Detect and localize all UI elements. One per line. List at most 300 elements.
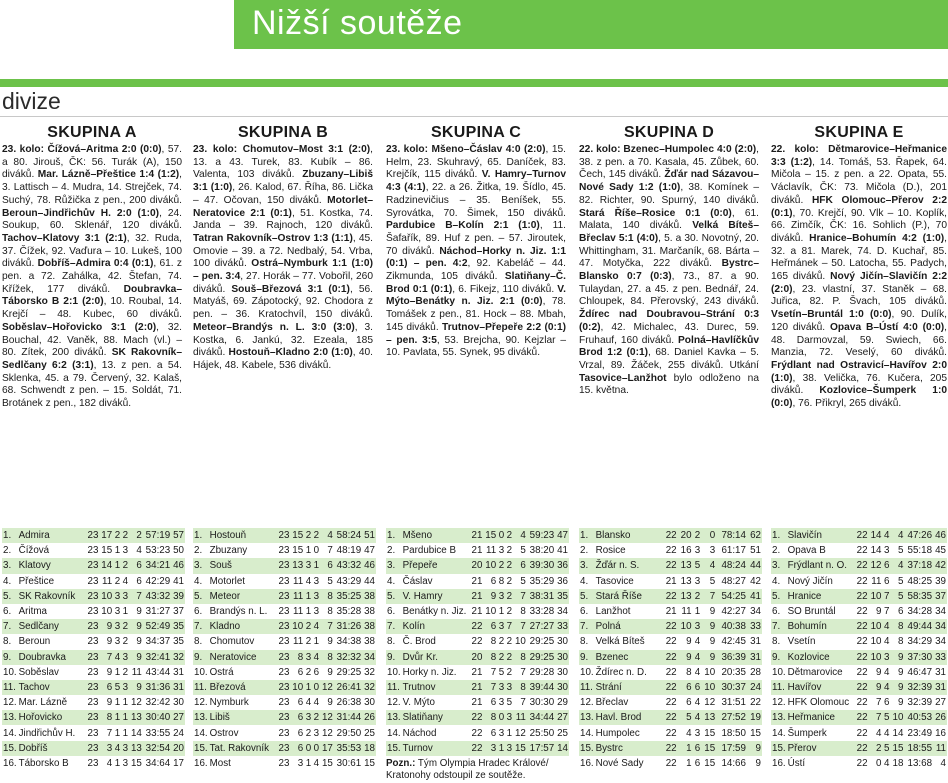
stat-cell: 2 <box>498 636 505 648</box>
stat-cell: 0 <box>312 680 320 695</box>
stat-cell: 17 <box>99 528 113 543</box>
stat-cell: 4 <box>686 727 692 739</box>
stat-cell: 38 <box>364 606 375 618</box>
stat-cell: 1 <box>114 545 121 557</box>
team-cell: Souš <box>209 558 277 573</box>
stat-cell: 6 <box>297 666 304 678</box>
stat-cell: 24 <box>747 680 762 695</box>
team-cell: Šumperk <box>787 727 827 739</box>
stat-cell: 32:39 <box>907 697 933 709</box>
team-cell: Dobříš <box>18 741 86 756</box>
stat-cell: 38:20 <box>529 545 555 557</box>
stat-cell: 5 <box>897 545 904 557</box>
stat-cell: 31:36 <box>143 680 171 695</box>
stat-cell: 55:18 <box>907 545 933 557</box>
table-row <box>2 619 185 634</box>
rank-cell: 15. <box>579 741 595 756</box>
stat-cell: 5 <box>709 575 716 587</box>
stat-cell: 10 <box>870 636 882 648</box>
stat-cell: 34:44 <box>527 710 555 725</box>
stat-cell: 3 <box>304 558 312 573</box>
table-row <box>579 574 762 589</box>
stat-cell: 25 <box>364 727 375 739</box>
team-cell: Opava B <box>787 545 826 557</box>
stat-cell: 23 <box>87 757 99 769</box>
stat-cell: 0 <box>497 710 505 725</box>
stat-cell: 9 <box>106 636 113 648</box>
stat-cell: 3 <box>505 680 513 695</box>
rank-cell: 10. <box>772 666 786 678</box>
stat-cell: 5 <box>882 710 890 725</box>
stat-cell: 30:61 <box>336 757 362 769</box>
stat-cell: 13 <box>701 710 716 725</box>
stat-cell: 39:30 <box>527 558 555 573</box>
team-cell: Kozlovice <box>787 650 855 665</box>
stat-cell: 9 <box>709 636 716 648</box>
table-row <box>2 695 185 710</box>
rank-cell: 13. <box>579 710 595 725</box>
stat-cell: 11 <box>513 710 527 725</box>
stat-cell: 23 <box>277 558 291 573</box>
stat-cell: 7 <box>513 619 527 634</box>
team-cell: Slatiňany <box>402 710 470 725</box>
stat-cell: 35:28 <box>336 606 362 618</box>
stat-cell: 22 <box>855 589 869 604</box>
team-cell: Březová <box>209 680 277 695</box>
stat-cell: 34 <box>362 650 376 665</box>
stat-cell: 23 <box>277 741 291 756</box>
stat-cell: 3 <box>505 710 513 725</box>
stat-cell: 31 <box>747 650 762 665</box>
stat-cell: 10 <box>101 606 113 618</box>
stat-cell: 40:53 <box>904 710 933 725</box>
stat-cell: 10 <box>99 589 113 604</box>
stat-cell: 37 <box>933 589 947 604</box>
stat-cell: 2 <box>505 589 513 604</box>
rank-cell: 5. <box>771 589 787 604</box>
stat-cell: 42:45 <box>721 636 746 648</box>
team-cell: Dvůr Kr. <box>402 650 470 665</box>
team-cell: Přepeře <box>402 558 470 573</box>
team-cell: Přerov <box>787 741 855 756</box>
stat-cell: 4 <box>513 528 527 543</box>
rank-cell: 9. <box>579 650 595 665</box>
table-row <box>386 680 569 695</box>
table-row <box>771 589 947 604</box>
stat-cell: 6 <box>897 606 904 618</box>
stat-cell: 2 <box>505 650 513 665</box>
stat-cell: 6 <box>313 666 320 678</box>
stat-cell: 13 <box>678 558 693 573</box>
stat-cell: 3 <box>497 680 505 695</box>
stat-cell: 1 <box>305 606 312 618</box>
team-cell: Turnov <box>402 741 470 756</box>
table-row <box>2 634 185 649</box>
table-row <box>2 725 185 740</box>
stat-cell: 20 <box>470 558 484 573</box>
stat-cell: 3 <box>498 545 505 557</box>
stat-cell: 27 <box>555 710 569 725</box>
stat-cell: 9 <box>678 650 693 665</box>
stat-cell: 23 <box>277 589 291 604</box>
team-cell: V. Mýto <box>402 697 435 709</box>
stat-cell: 23 <box>86 741 100 756</box>
team-cell: SK Rakovník <box>18 589 86 604</box>
stat-cell: 23 <box>87 606 99 618</box>
stat-cell: 39 <box>171 589 185 604</box>
stat-cell: 3 <box>312 589 320 604</box>
stat-cell: 29:50 <box>336 727 362 739</box>
rank-cell: 15. <box>771 741 787 756</box>
stat-cell: 16 <box>935 727 946 739</box>
table-row <box>579 558 762 573</box>
table-row <box>579 528 762 543</box>
stat-cell: 2 <box>693 528 702 543</box>
stat-cell: 38 <box>362 619 376 634</box>
stat-cell: 22 <box>470 619 484 634</box>
section-divider <box>0 116 948 117</box>
stat-cell: 6 <box>513 558 527 573</box>
stat-cell: 33:28 <box>529 606 555 618</box>
stat-cell: 9 <box>747 741 762 756</box>
stat-cell: 6 <box>678 680 693 695</box>
stat-cell: 22 <box>665 757 677 769</box>
table-row <box>386 741 569 756</box>
stat-cell: 29 <box>557 697 568 709</box>
team-cell: Soběslav <box>18 666 59 678</box>
stat-cell: 21 <box>665 606 677 618</box>
group-heading: SKUPINA E <box>814 124 904 141</box>
stat-cell: 2 <box>122 636 129 648</box>
stat-cell: 2 <box>122 666 129 678</box>
stat-cell: 11 <box>293 606 304 618</box>
stat-cell: 8 <box>520 606 526 618</box>
stat-cell: 25 <box>557 727 568 739</box>
stat-cell: 7 <box>701 589 716 604</box>
team-cell: Tachov <box>18 680 86 695</box>
stat-cell: 2 <box>114 575 121 587</box>
stat-cell: 1 <box>694 606 701 618</box>
stat-cell: 22 <box>856 606 868 618</box>
stat-cell: 18 <box>892 757 904 769</box>
team-cell: Nový Jičín <box>787 575 833 587</box>
stat-cell: 4 <box>940 757 946 769</box>
table-row <box>193 665 376 680</box>
stat-cell: 23 <box>278 697 290 709</box>
stat-cell: 0 <box>304 741 312 756</box>
table-row <box>579 634 762 649</box>
stat-cell: 36:39 <box>716 650 747 665</box>
stat-cell: 7 <box>520 697 526 709</box>
group-b-report <box>193 124 373 373</box>
group-c-standings <box>386 528 569 783</box>
stat-cell: 9 <box>891 680 905 695</box>
stat-cell: 31:51 <box>721 697 746 709</box>
stat-cell: 20 <box>171 741 185 756</box>
stat-cell: 12 <box>130 697 142 709</box>
stat-cell: 47 <box>364 545 375 557</box>
team-cell: Kolín <box>402 619 470 634</box>
stat-cell: 7 <box>882 589 890 604</box>
team-cell: Trutnov <box>402 680 470 695</box>
stat-cell: 38:31 <box>527 589 555 604</box>
team-cell: Ostrov <box>209 727 239 739</box>
stat-cell: 2 <box>304 619 312 634</box>
stat-cell: 8 <box>290 650 304 665</box>
stat-cell: 27 <box>171 710 185 725</box>
stat-cell: 3 <box>694 545 701 557</box>
stat-cell: 4 <box>884 666 890 678</box>
stat-cell: 41 <box>173 575 184 587</box>
stat-cell: 40:38 <box>716 619 747 634</box>
stat-cell: 8 <box>483 650 497 665</box>
stat-cell: 13 <box>678 589 693 604</box>
stat-cell: 34:37 <box>145 636 171 648</box>
stat-cell: 1 <box>114 666 121 678</box>
stat-cell: 61:17 <box>721 545 746 557</box>
stat-cell: 13 <box>680 575 692 587</box>
group-c-report <box>386 124 566 360</box>
group-heading: SKUPINA C <box>430 124 522 141</box>
stat-cell: 26 <box>933 710 947 725</box>
stat-cell: 23 <box>278 727 290 739</box>
stat-cell: 1 <box>497 741 505 756</box>
stat-cell: 1 <box>686 757 692 769</box>
stat-cell: 42:29 <box>145 575 171 587</box>
stat-cell: 32:32 <box>334 650 362 665</box>
rank-cell: 1. <box>771 528 787 543</box>
stat-cell: 4 <box>884 727 890 739</box>
stat-cell: 14 <box>99 558 113 573</box>
stat-cell: 6 <box>290 710 304 725</box>
rank-cell: 2. <box>3 545 12 557</box>
stat-cell: 3 <box>304 650 312 665</box>
stat-cell: 5 <box>520 575 526 587</box>
stat-cell: 9 <box>891 650 905 665</box>
stat-cell: 9 <box>136 636 142 648</box>
stat-cell: 2 <box>312 710 320 725</box>
stat-cell: 46 <box>171 558 185 573</box>
stat-cell: 17 <box>173 757 184 769</box>
stat-cell: 23 <box>86 589 100 604</box>
rank-cell: 8. <box>580 636 589 648</box>
stat-cell: 4 <box>313 697 320 709</box>
stat-cell: 22 <box>470 741 484 756</box>
stat-cell: 58:35 <box>904 589 933 604</box>
stat-cell: 22 <box>665 666 677 678</box>
stat-cell: 15 <box>321 757 333 769</box>
rank-cell: 9. <box>771 650 787 665</box>
table-row <box>193 543 376 558</box>
stat-cell: 29:25 <box>527 650 555 665</box>
team-cell: Sedlčany <box>18 619 86 634</box>
table-row <box>2 680 185 695</box>
stat-cell: 39 <box>935 575 946 587</box>
table-row <box>386 710 569 725</box>
stat-cell: 7 <box>99 650 113 665</box>
stat-cell: 9 <box>686 636 692 648</box>
stat-cell: 3 <box>121 589 129 604</box>
stat-cell: 23 <box>87 697 99 709</box>
stat-cell: 15 <box>704 727 716 739</box>
stat-cell: 2 <box>505 558 513 573</box>
stat-cell: 46:47 <box>907 666 933 678</box>
stat-cell: 21 <box>471 697 483 709</box>
rank-cell: 12. <box>194 697 208 709</box>
rank-cell: 7. <box>386 619 402 634</box>
stat-cell: 6 <box>136 575 142 587</box>
stat-cell: 23 <box>277 650 291 665</box>
stat-cell: 17 <box>320 741 334 756</box>
stat-cell: 15 <box>290 528 304 543</box>
stat-cell: 35 <box>171 619 185 634</box>
stat-cell: 13 <box>290 558 304 573</box>
team-cell: Vsetín <box>787 636 816 648</box>
stat-cell: 12 <box>869 558 883 573</box>
stat-cell: 7 <box>483 680 497 695</box>
rank-cell: 3. <box>2 558 18 573</box>
table-row <box>2 665 185 680</box>
stat-cell: 4 <box>312 650 320 665</box>
stat-cell: 9 <box>701 650 716 665</box>
stat-cell: 5 <box>498 666 505 678</box>
table-row <box>2 543 185 558</box>
stat-cell: 2 <box>312 528 320 543</box>
stat-cell: 4 <box>694 666 701 678</box>
standings-table <box>579 528 762 771</box>
stat-cell: 1 <box>122 697 129 709</box>
team-cell: Žďár n. S. <box>595 558 663 573</box>
table-row <box>771 634 947 649</box>
stat-cell: 22 <box>855 558 869 573</box>
stat-cell: 6 <box>882 558 890 573</box>
stat-cell: 4 <box>122 575 129 587</box>
stat-cell: 0 <box>876 757 882 769</box>
table-row <box>386 604 569 619</box>
stat-cell: 37:18 <box>904 558 933 573</box>
stat-cell: 2 <box>869 741 883 756</box>
rank-cell: 9. <box>386 650 402 665</box>
standings-table <box>193 528 376 771</box>
rank-cell: 5. <box>2 589 18 604</box>
stat-cell: 4 <box>313 757 320 769</box>
stat-cell: 9 <box>129 619 143 634</box>
stat-cell: 33 <box>747 619 762 634</box>
rank-cell: 4. <box>194 575 203 587</box>
stat-cell: 36 <box>557 575 568 587</box>
table-row <box>579 756 762 771</box>
stat-cell: 3 <box>297 757 304 769</box>
table-row <box>579 710 762 725</box>
stat-cell: 9 <box>106 666 113 678</box>
stat-cell: 53:23 <box>145 545 171 557</box>
stat-cell: 32:54 <box>143 741 171 756</box>
stat-cell: 1 <box>678 741 693 756</box>
stat-cell: 20:35 <box>721 666 746 678</box>
stat-cell: 3 <box>313 727 320 739</box>
stat-cell: 22 <box>663 710 678 725</box>
stat-cell: 6 <box>483 619 497 634</box>
stat-cell: 1 <box>312 558 320 573</box>
stat-cell: 22 <box>471 727 483 739</box>
stat-cell: 10 <box>869 589 883 604</box>
stat-cell: 30 <box>557 636 568 648</box>
stat-cell: 23 <box>86 528 100 543</box>
table-row <box>193 604 376 619</box>
stat-cell: 22 <box>665 697 677 709</box>
table-row <box>579 543 762 558</box>
stat-cell: 31:26 <box>334 619 362 634</box>
table-row <box>193 680 376 695</box>
stat-cell: 7 <box>505 619 513 634</box>
stat-cell: 23 <box>87 636 99 648</box>
stat-cell: 6 <box>686 697 692 709</box>
stat-cell: 3 <box>694 727 701 739</box>
stat-cell: 1 <box>313 636 320 648</box>
team-cell: Benátky n. Jiz. <box>402 606 467 618</box>
team-cell: Aritma <box>18 606 47 618</box>
team-cell: Tasovice <box>595 575 634 587</box>
stat-cell: 44 <box>747 558 762 573</box>
group-heading: SKUPINA D <box>623 124 715 141</box>
table-row <box>193 650 376 665</box>
table-row <box>579 589 762 604</box>
stat-cell: 10 <box>483 558 497 573</box>
rank-cell: 2. <box>772 545 781 557</box>
rank-cell: 15. <box>2 741 18 756</box>
rank-cell: 8. <box>772 636 781 648</box>
stat-cell: 21 <box>471 666 483 678</box>
match-report: 22. kolo: Dětmarovice–Heřmanice 3:3 (1:2), 14. Tomáš, 53. Řapek, 64. Mičola – 15. z pen. a 22. Opata, 55. Václavík, ČK: 73. Mičola (D.), 201 diváků. HFK Olomouc–Přerov 2:2 (0:1), 70. Krejčí, 90. Vlk – 10. Koplík, 66. Zimčík, ČK: 16. Sohlich (P.), 70 diváků. Hranice–Bohumín 4:2 (1:0), 32. a 81. Marek, 74. D. Kuchař, 85. Heřmánek – 50. Latocha, 55. Padych, 165 diváků. Nový Jičín–Slavičín 2:2 (2:0), 23. vlastní, 37. Staněk – 68. Juřica, 82. P. Švach, 105 diváků. Vsetín–Bruntál 1:0 (0:0), 90. Dulík, 120 diváků. Opava B–Ústí 4:0 (0:0), 48. Darmovzal, 59. Swiech, 66. Manzia, 72. Veselý, 60 diváků. Frýdlant nad Ostravicí–Havířov 2:0 (1:0), 38. Velička, 76. Kučera, 205 diváků. Kozlovice–Šumperk 1:0 (0:0), 76. Přikryl, 265 diváků. <box>771 144 948 410</box>
team-cell: V. Hamry <box>402 589 470 604</box>
rank-cell: 12. <box>772 697 786 709</box>
stat-cell: 1 <box>304 680 312 695</box>
stat-cell: 19 <box>747 710 762 725</box>
stat-cell: 15 <box>701 741 716 756</box>
stat-cell: 10 <box>701 680 716 695</box>
stat-cell: 22 <box>663 528 678 543</box>
stat-cell: 7 <box>320 619 334 634</box>
team-cell: Slavičín <box>787 528 855 543</box>
stat-cell: 17:57 <box>527 741 555 756</box>
stat-cell: 7 <box>327 545 333 557</box>
stat-cell: 15 <box>292 545 304 557</box>
stat-cell: 22 <box>856 575 868 587</box>
stat-cell: 34:29 <box>907 636 933 648</box>
stat-cell: 41 <box>747 589 762 604</box>
stat-cell: 1 <box>121 710 129 725</box>
stat-cell: 23 <box>87 666 99 678</box>
stat-cell: 10 <box>290 619 304 634</box>
stat-cell: 5 <box>327 575 333 587</box>
rank-cell: 11. <box>771 680 787 695</box>
standings-table <box>386 528 569 756</box>
stat-cell: 11 <box>131 666 142 678</box>
stat-cell: 1 <box>114 697 121 709</box>
stat-cell: 3 <box>497 619 505 634</box>
stat-cell: 8 <box>513 680 527 695</box>
stat-cell: 49:44 <box>904 619 933 634</box>
rank-cell: 13. <box>2 710 18 725</box>
stat-cell: 6 <box>694 757 701 769</box>
stat-cell: 15 <box>750 727 761 739</box>
stat-cell: 7 <box>884 606 890 618</box>
stat-cell: 22 <box>663 619 678 634</box>
stat-cell: 32:42 <box>145 697 171 709</box>
stat-cell: 31 <box>933 680 947 695</box>
rank-cell: 3. <box>771 558 787 573</box>
stat-cell: 3 <box>882 650 890 665</box>
